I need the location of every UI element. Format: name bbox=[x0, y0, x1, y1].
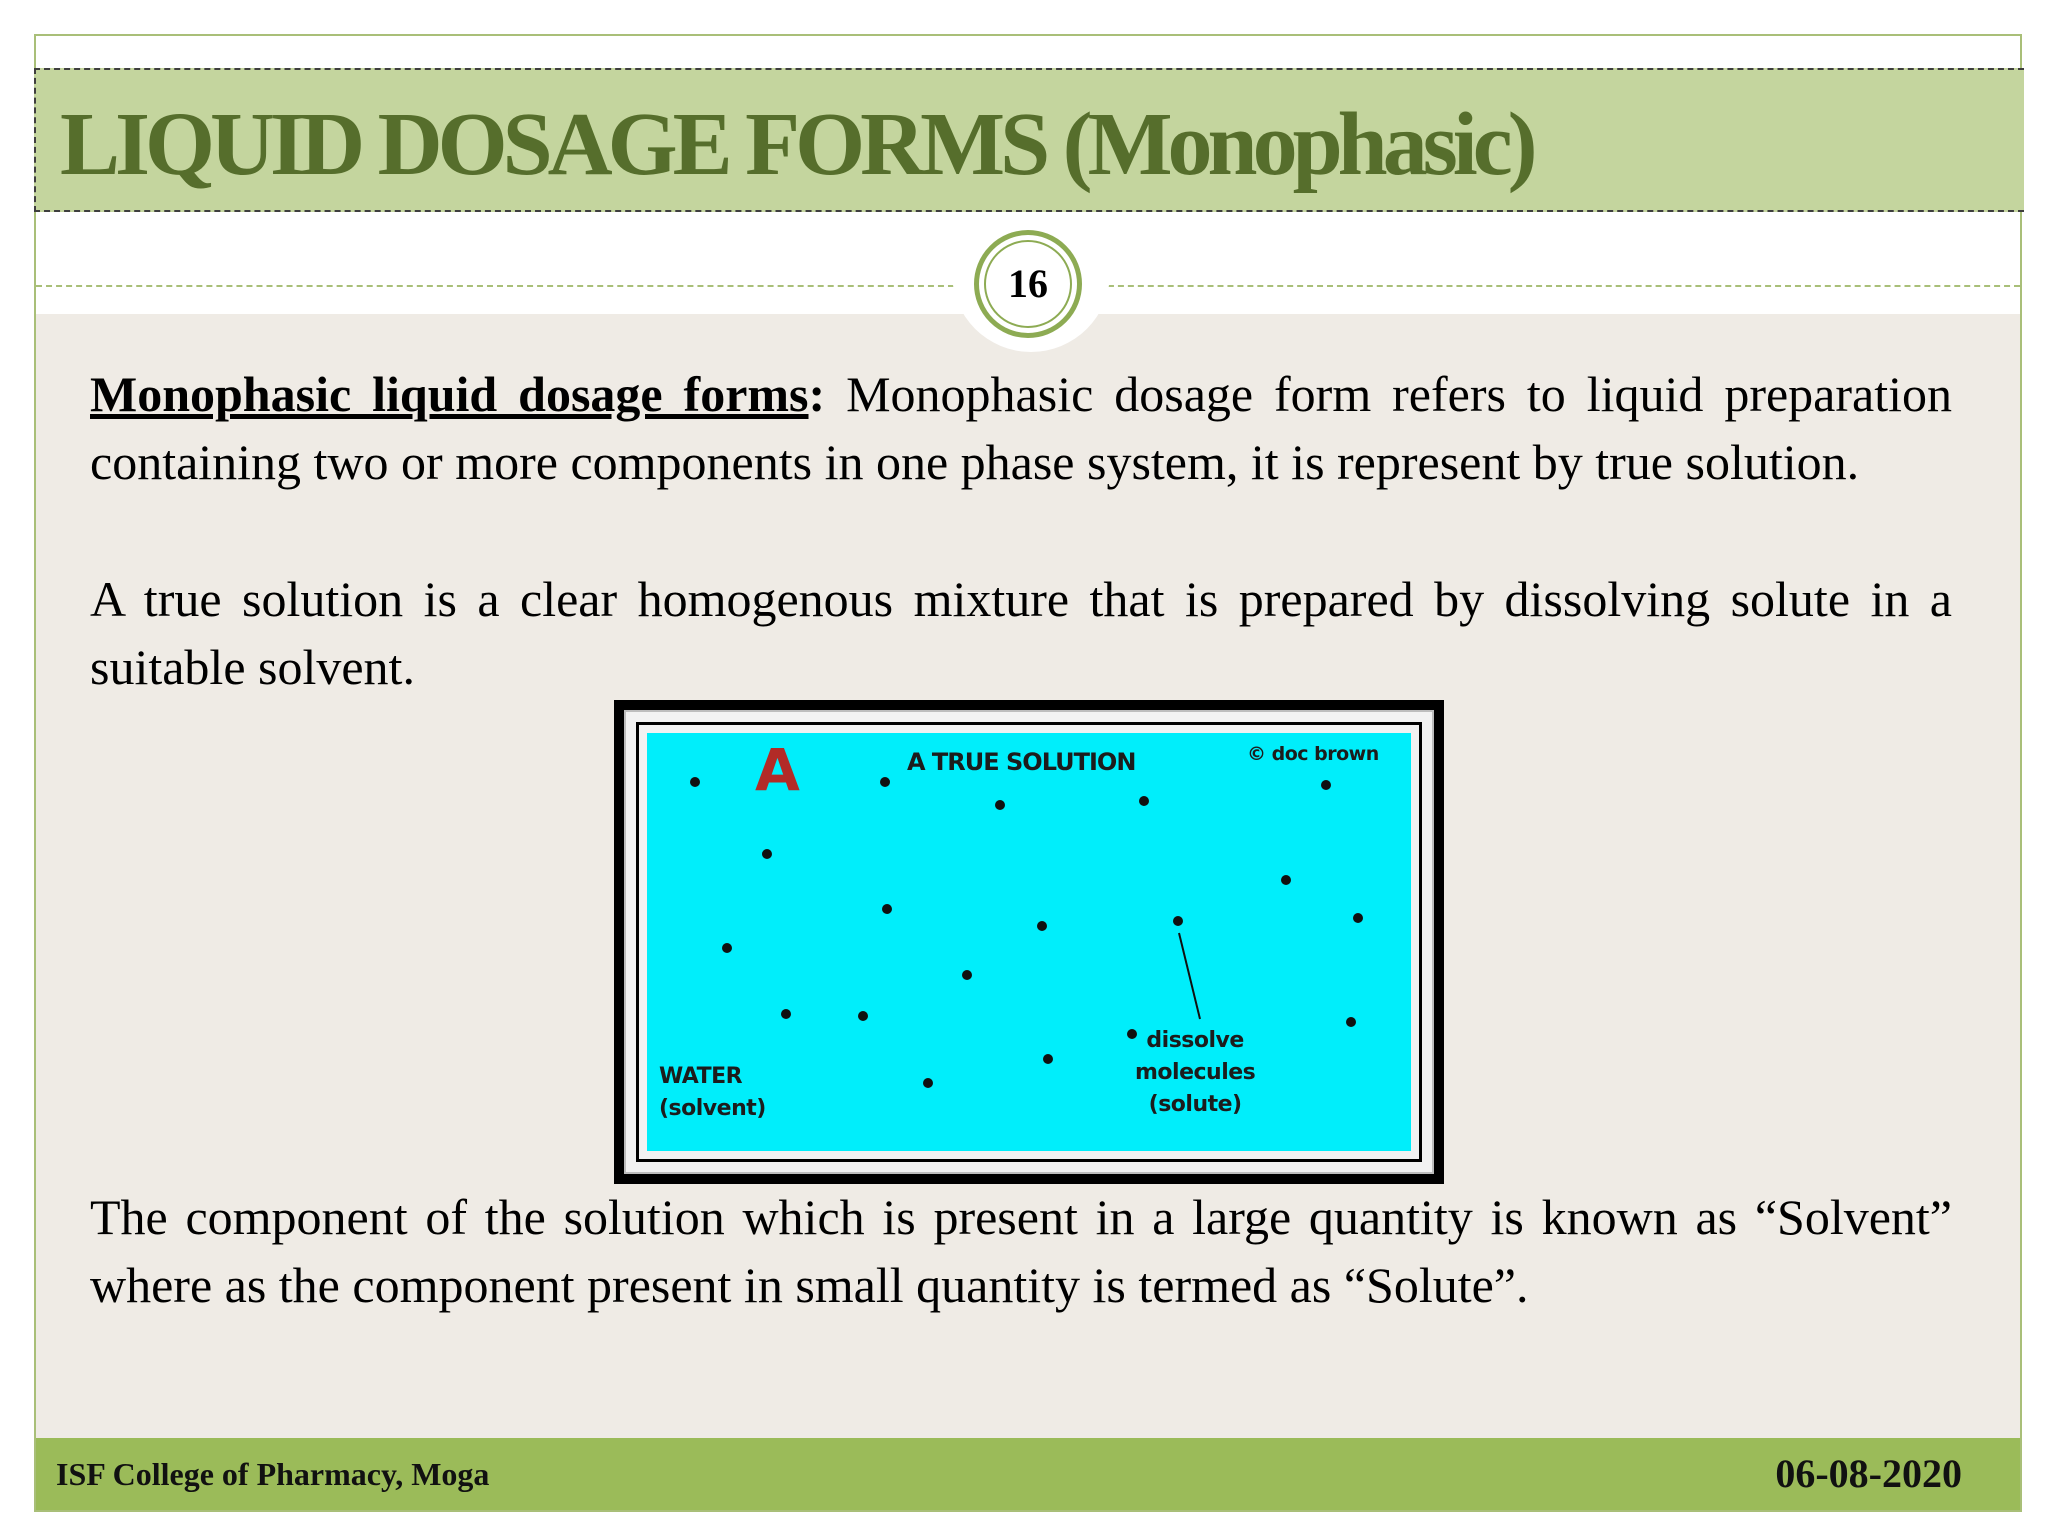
divider-left bbox=[36, 285, 964, 287]
term-monophasic: Monophasic liquid dosage forms bbox=[90, 366, 809, 422]
solute-label-line-3: (solute) bbox=[1148, 1092, 1242, 1117]
molecule-dot bbox=[722, 943, 732, 953]
slide-number-badge bbox=[974, 230, 1082, 338]
paragraph-true-solution: A true solution is a clear homogenous mixture that is prepared by dissolving solute in a suitable solvent. bbox=[90, 571, 1952, 695]
molecule-dot bbox=[1321, 780, 1331, 790]
molecule-dot bbox=[781, 1009, 791, 1019]
molecule-dot bbox=[762, 849, 772, 859]
molecule-dot bbox=[882, 904, 892, 914]
figure-credit: © doc brown bbox=[1247, 743, 1379, 765]
molecule-dot bbox=[923, 1078, 933, 1088]
paragraph-definition bbox=[90, 360, 1952, 496]
figure-inner-border bbox=[636, 722, 1422, 1162]
slide-title: LIQUID DOSAGE FORMS (Monophasic) bbox=[60, 95, 1533, 194]
molecule-dot bbox=[1037, 921, 1047, 931]
molecule-dot bbox=[858, 1011, 868, 1021]
footer-institution: ISF College of Pharmacy, Moga bbox=[56, 1456, 490, 1492]
molecule-dot bbox=[962, 970, 972, 980]
term-colon: : bbox=[808, 366, 826, 422]
molecule-dot bbox=[1043, 1054, 1053, 1064]
molecule-dot bbox=[995, 800, 1005, 810]
solvent-label-line-2: (solvent) bbox=[659, 1096, 766, 1121]
molecule-dot bbox=[880, 777, 890, 787]
solvent-label-line-1: WATER bbox=[659, 1064, 743, 1089]
solute-label bbox=[1135, 1025, 1255, 1121]
solvent-label bbox=[659, 1061, 766, 1125]
paragraph-solvent-solute: The component of the solution which is present in a large quantity is known as “Solvent” where as the component present in small quantity is termed as “Solute”. bbox=[90, 1189, 1952, 1313]
molecule-dot bbox=[1353, 913, 1363, 923]
figure-canvas bbox=[647, 733, 1411, 1151]
molecule-dot bbox=[1173, 916, 1183, 926]
divider-right bbox=[1098, 285, 2020, 287]
solute-label-line-1: dissolve bbox=[1146, 1028, 1244, 1053]
molecule-dot bbox=[1346, 1017, 1356, 1027]
title-band bbox=[34, 68, 2024, 212]
molecule-dot bbox=[690, 777, 700, 787]
molecule-dot bbox=[1281, 875, 1291, 885]
definition-text: Monophasic dosage form refers to liquid preparation containing two or more components in one phase system, it is represent by true solution. bbox=[90, 366, 1953, 490]
molecule-dot bbox=[1139, 796, 1149, 806]
figure-title: A TRUE SOLUTION bbox=[907, 748, 1136, 776]
figure-mat bbox=[624, 710, 1434, 1174]
figure-letter: A bbox=[755, 736, 800, 804]
slide-number: 16 bbox=[984, 240, 1072, 328]
true-solution-figure bbox=[614, 700, 1444, 1184]
footer-date: 06-08-2020 bbox=[1775, 1451, 1962, 1496]
solute-label-line-2: molecules bbox=[1135, 1060, 1256, 1085]
footer-bar bbox=[36, 1438, 2020, 1510]
pointer-line bbox=[1179, 933, 1200, 1019]
